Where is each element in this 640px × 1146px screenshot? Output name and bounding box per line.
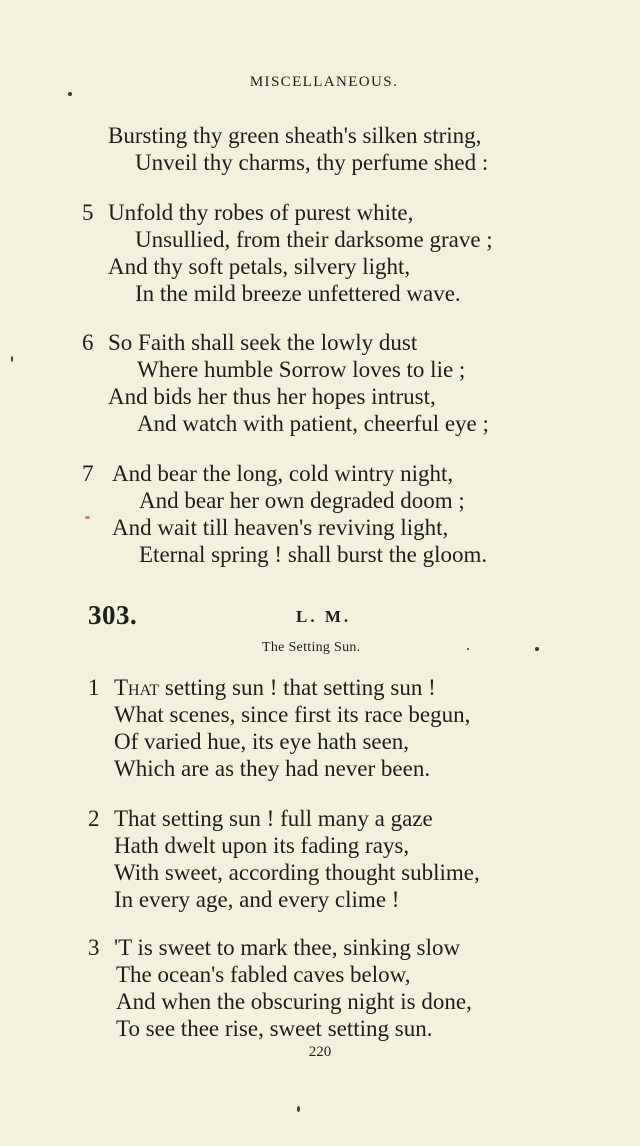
- verse-line: Of varied hue, its eye hath seen,: [114, 729, 410, 754]
- verse-line: And wait till heaven's reviving light,: [112, 515, 449, 540]
- verse-line: In every age, and every clime !: [114, 887, 400, 912]
- verse-line: Hath dwelt upon its fading rays,: [114, 833, 410, 858]
- verse-line: With sweet, according thought sublime,: [114, 860, 480, 885]
- first-word: That: [114, 675, 160, 700]
- verse-line: So Faith shall seek the lowly dust: [108, 330, 418, 355]
- verse-line: And thy soft petals, silvery light,: [108, 254, 411, 279]
- paper-speck: [68, 92, 72, 96]
- hymn-meter: L. M.: [296, 607, 352, 626]
- verse-line: Which are as they had never been.: [114, 756, 431, 781]
- stanza-number: 6: [82, 330, 94, 355]
- verse-line: Unveil thy charms, thy perfume shed :: [135, 150, 489, 175]
- verse-line: And bear the long, cold wintry night,: [112, 461, 454, 486]
- verse-line: And when the obscuring night is done,: [116, 989, 472, 1014]
- stanza-number: 7: [82, 461, 94, 486]
- hymn-number: 303.: [88, 600, 138, 630]
- verse-line: In the mild breeze unfettered wave.: [135, 281, 461, 306]
- verse-line: What scenes, since first its race begun,: [114, 702, 471, 727]
- verse-line: That setting sun ! full many a gaze: [114, 806, 433, 831]
- verse-line: [114, 674, 436, 701]
- paper-speck: [535, 647, 539, 651]
- stanza-number: 5: [82, 200, 94, 225]
- paper-speck: [85, 516, 90, 519]
- verse-line: Where humble Sorrow loves to lie ;: [137, 357, 466, 382]
- verse-line-rest: setting sun ! that setting sun !: [159, 675, 436, 700]
- verse-line: Bursting thy green sheath's silken string,: [108, 123, 482, 148]
- verse-line: The ocean's fabled caves below,: [116, 962, 411, 987]
- verse-line: 'T is sweet to mark thee, sinking slow: [114, 935, 461, 960]
- paper-speck: [11, 356, 13, 362]
- stanza-number: 2: [88, 806, 100, 831]
- verse-line: Unsullied, from their darksome grave ;: [135, 227, 493, 252]
- page-number: 220: [308, 1044, 332, 1060]
- verse-line: And bear her own degraded doom ;: [139, 488, 465, 513]
- verse-line: And watch with patient, cheerful eye ;: [137, 411, 489, 436]
- stanza-number: 1: [88, 675, 100, 700]
- hymn-title: The Setting Sun.: [262, 640, 361, 655]
- verse-line: And bids her thus her hopes intrust,: [108, 384, 436, 409]
- paper-speck: [467, 648, 469, 650]
- verse-line: To see thee rise, sweet setting sun.: [116, 1016, 433, 1041]
- running-head: MISCELLANEOUS.: [249, 74, 399, 90]
- verse-line: Unfold thy robes of purest white,: [108, 200, 414, 225]
- stanza-number: 3: [88, 935, 100, 960]
- verse-line: Eternal spring ! shall burst the gloom.: [139, 542, 488, 567]
- paper-speck: [297, 1106, 300, 1112]
